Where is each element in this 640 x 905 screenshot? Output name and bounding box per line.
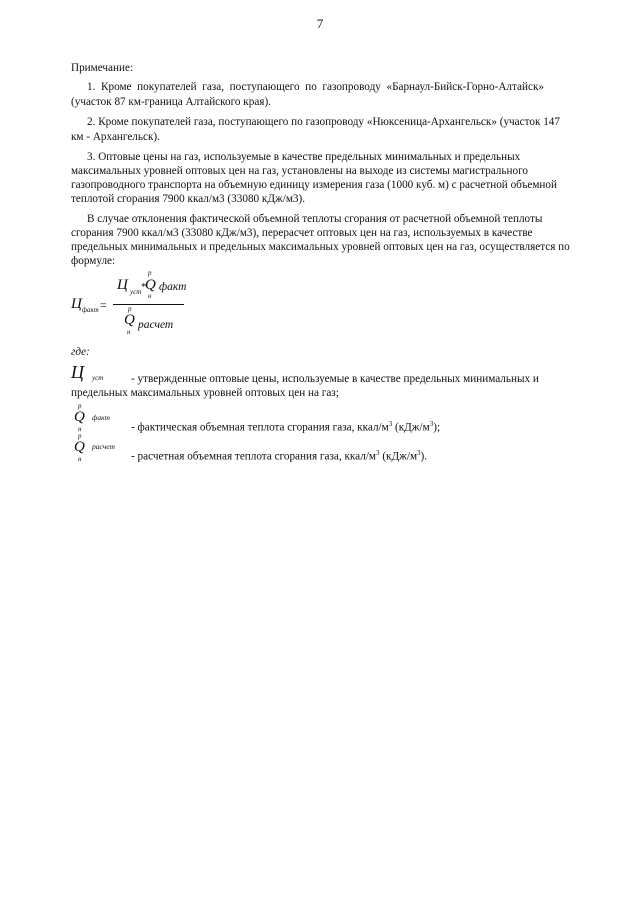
- def2-text-end: );: [433, 421, 441, 434]
- note-heading: Примечание:: [71, 62, 134, 74]
- paragraph-line-3: предельных минимальных и предельных максимальных уровней оптовых цен на газ, осуществляется по: [71, 241, 570, 253]
- formula-lhs-sub: факт: [82, 306, 99, 314]
- def2-label: факт: [92, 413, 110, 422]
- paragraph-line-1: В случае отклонения фактической объемной теплоты сгорания от расчетной объемной теплоты: [87, 213, 543, 225]
- formula-num-label: факт: [159, 281, 187, 293]
- def2-text-main: - фактическая объемная теплота сгорания газа, ккал/м: [131, 421, 389, 434]
- formula-num-symbol: Ц: [117, 277, 128, 293]
- def2-symbol: Q: [74, 409, 85, 425]
- def2-sup: р: [78, 402, 82, 410]
- fraction-bar: [113, 304, 184, 305]
- def2-text-mid: (кДж/м: [392, 421, 430, 434]
- def1-text-line-1: - утвержденные оптовые цены, используемые в качестве предельных минимальных и: [131, 373, 539, 385]
- def2-text: [131, 417, 440, 435]
- def2-sub: н: [78, 425, 82, 433]
- def1-text-line-2: предельных максимальных уровней оптовых цен на газ;: [71, 387, 339, 399]
- def3-text: [131, 446, 427, 464]
- def1-symbol: Ц: [71, 362, 84, 382]
- def1-sub: уст: [92, 374, 104, 382]
- note-item-2-line-2: км - Архангельск).: [71, 131, 160, 143]
- formula-num-q-sup: р: [148, 269, 152, 277]
- note-item-3-line-1: 3. Оптовые цены на газ, используемые в качестве предельных минимальных и предельных: [87, 151, 521, 163]
- def3-pow-1: 3: [376, 449, 380, 457]
- def2-pow-2: 3: [429, 420, 434, 428]
- formula-num-q: Q: [145, 277, 156, 293]
- note-item-3-line-4: теплотой сгорания 7900 ккал/м3 (33080 кДж/м3).: [71, 193, 306, 205]
- note-item-3-line-2: максимальных уровней оптовых цен на газ, установлены на выходе из системы магистрального: [71, 165, 528, 177]
- formula-equals: =: [100, 298, 107, 312]
- formula-den-q: Q: [124, 312, 135, 328]
- formula-den-q-sub: н: [127, 328, 131, 336]
- formula-times: *: [141, 281, 147, 293]
- def3-text-end: ).: [420, 450, 428, 463]
- note-item-1-line-1: 1. Кроме покупателей газа, поступающего по газопроводу «Барнаул-Бийск-Горно-Алтайск»: [87, 81, 544, 93]
- formula-den-q-sup: р: [128, 305, 132, 313]
- page-number: 7: [316, 16, 324, 31]
- def2-pow-1: 3: [388, 420, 393, 428]
- def3-text-mid: (кДж/м: [379, 450, 418, 463]
- def3-label: расчет: [92, 442, 115, 451]
- formula-num-sub: уст: [130, 288, 142, 296]
- def3-symbol: Q: [74, 439, 85, 455]
- def3-pow-2: 3: [417, 449, 421, 457]
- def3-text-main: - расчетная объемная теплота сгорания газа, ккал/м: [131, 450, 377, 463]
- note-item-2-line-1: 2. Кроме покупателей газа, поступающего по газопроводу «Нюксеница-Архангельск» (участок 147: [87, 116, 560, 128]
- formula-num-q-sub: н: [148, 292, 152, 300]
- paragraph-line-4: формуле:: [71, 255, 116, 267]
- where-label: где:: [71, 346, 90, 358]
- paragraph-line-2: сгорания 7900 ккал/м3 (33080 кДж/м3), перерасчет оптовых цен на газ, используемых в качестве: [71, 227, 533, 239]
- note-item-3-line-3: газопроводного транспорта на объемную единицу измерения газа (1000 куб. м) с расчетной объемной: [71, 179, 557, 191]
- def3-sub: н: [78, 455, 82, 463]
- formula-lhs-symbol: Ц: [71, 296, 82, 312]
- def3-sup: р: [78, 432, 82, 440]
- note-item-1-line-2: (участок 87 км-граница Алтайского края).: [71, 96, 271, 108]
- formula-den-label: расчет: [138, 319, 174, 331]
